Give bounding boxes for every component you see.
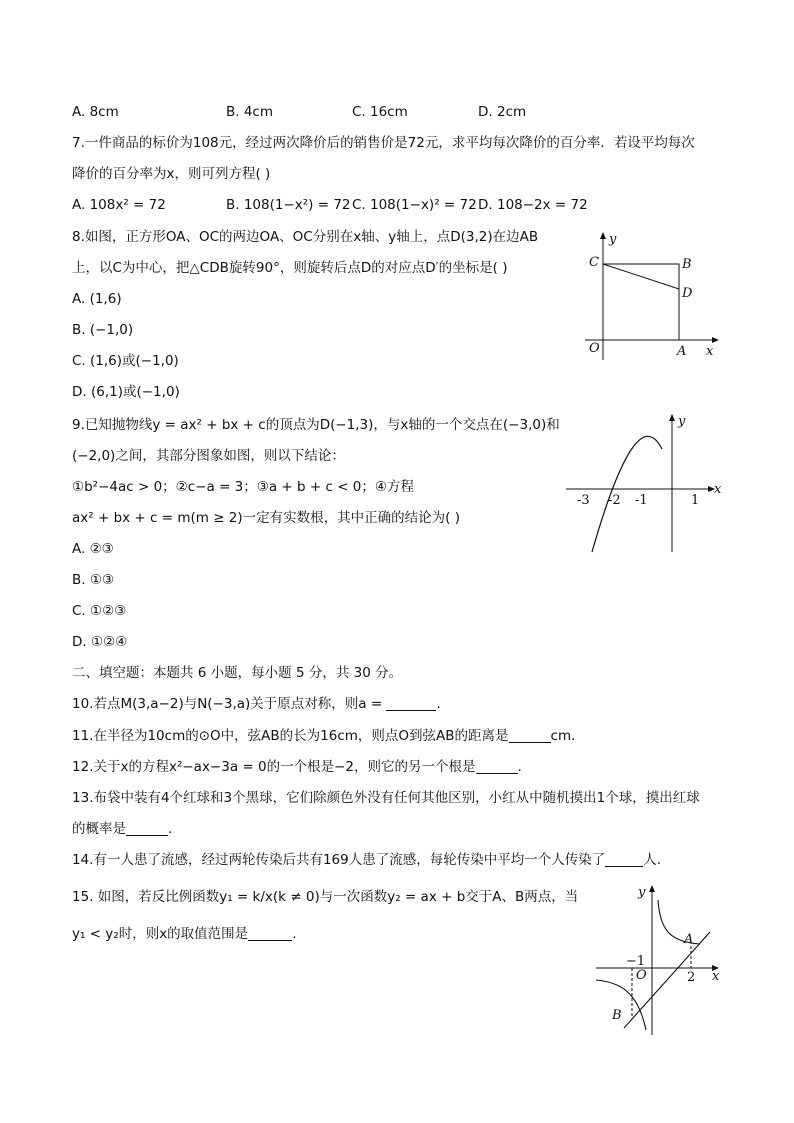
q13-line2 [72,819,172,839]
q7-option-c: C. 108(1−x)² = 72 [352,197,477,213]
q8-option-c: C. (1,6)或(−1,0) [72,353,179,369]
q15-figure [590,880,730,1040]
q9-option-d: D. ①②④ [72,634,128,650]
q7-stem-line1: 7.一件商品的标价为108元，经过两次降价后的销售价是72元，求平均每次降价的百分率．若设平均每次 [72,135,695,151]
q15-label-o: O [636,968,647,983]
q15-label-y: y [638,885,646,900]
q12-line [72,757,522,777]
q15-label-x: x [712,969,720,984]
q9-y-arrow-icon [669,414,675,421]
q7-option-d: D. 108−2x = 72 [478,197,588,213]
q8-label-c: C [589,255,599,270]
q11-answer-blank[interactable] [509,728,551,743]
q9-tick-neg2: -2 [608,493,621,508]
q9-stem-line4: ax² + bx + c = m(m ≥ 2)一定有实数根，其中正确的结论为( ) [72,510,460,526]
q13-answer-blank[interactable] [126,821,168,836]
q10-tail: . [436,696,441,712]
q8-label-a: A [677,344,687,359]
q15-tick-2: 2 [687,970,696,985]
q7-stem-line2: 降价的百分率为x，则可列方程( ) [72,166,271,182]
q15-stem-line1: 15. 如图，若反比例函数y₁ = k/x(k ≠ 0)与一次函数y₂ = ax + b交于A、B两点，当 [72,889,579,905]
q10-text: 10.若点M(3,a−2)与N(−3,a)关于原点对称，则a = [72,696,387,712]
q15-tick-neg1: −1 [626,954,646,969]
section2-heading: 二、填空题：本题共 6 小题，每小题 5 分，共 30 分。 [72,665,403,681]
q15-y-arrow-icon [649,885,655,892]
q9-option-a: A. ②③ [72,541,114,557]
q15-line2 [72,924,296,944]
q11-tail: cm. [550,728,576,744]
q9-tick-neg3: -3 [577,493,590,508]
q9-option-c: C. ①②③ [72,603,127,619]
q9-parabola [592,436,662,552]
q12-text: 12.关于x的方程x²−ax−3a = 0的一个根是−2，则它的另一个根是 [72,759,476,775]
q7-option-b: B. 108(1−x²) = 72 [226,197,351,213]
q11-text: 11.在半径为10cm的⊙O中，弦AB的长为16cm，则点O到弦AB的距离是 [72,728,509,744]
q15-tail: . [292,926,297,942]
q9-figure [560,412,730,557]
q14-text: 14.有一人患了流感，经过两轮传染后共有169人患了流感，每轮传染中平均一个人传染了 [72,852,606,868]
q13-stem-line1: 13.布袋中装有4个红球和3个黑球，它们除颜色外没有任何其他区别，小红从中随机摸出1个球，摸出红球 [72,790,700,806]
q9-stem-line3: ①b²−4ac > 0；②c−a = 3；③a + b + c < 0；④方程 [72,479,414,495]
q8-option-b: B. (−1,0) [72,322,134,338]
q8-label-b: B [682,257,692,272]
q8-x-arrow-icon [712,337,719,343]
q13-text: 的概率是 [72,821,126,837]
q12-tail: . [517,759,522,775]
q8-stem-line1: 8.如图，正方形OA、OC的两边OA、OC分别在x轴、y轴上，点D(3,2)在边AB [72,229,539,245]
q6-option-d: D. 2cm [478,104,527,120]
q8-segment-cd [603,264,679,289]
q9-stem-line2: (−2,0)之间，其部分图象如图，则以下结论： [72,448,345,464]
q11-line [72,726,575,746]
q8-label-o: O [589,341,600,356]
q9-stem-line1: 9.已知抛物线y = ax² + bx + c的顶点为D(−1,3)，与x轴的一个交点在(−3,0)和 [72,417,560,433]
q12-answer-blank[interactable] [476,759,518,774]
q8-stem-line2: 上，以C为中心，把△CDB旋转90°，则旋转后点D的对应点D′的坐标是( ) [72,260,508,276]
q15-hyperbola-right [658,900,700,944]
q9-tick-neg1: -1 [635,493,648,508]
q8-square [603,264,679,340]
q15-answer-blank[interactable] [248,926,292,941]
q8-label-y: y [609,232,617,247]
q15-label-a: A [684,932,694,947]
q9-option-b: B. ①③ [72,572,115,588]
q15-text: y₁ < y₂时，则x的取值范围是 [72,926,249,942]
q14-tail: 人. [643,852,662,868]
q8-option-a: A. (1,6) [72,291,122,307]
q13-tail: . [168,821,173,837]
q15-label-b: B [612,1008,622,1023]
q9-label-x: x [714,482,722,497]
q9-tick-1: 1 [691,493,700,508]
q10-line [72,694,441,714]
q14-line [72,850,661,870]
q7-option-a: A. 108x² = 72 [72,197,166,213]
q14-answer-blank[interactable] [605,852,643,867]
q8-label-x: x [706,344,714,359]
q6-option-b: B. 4cm [226,104,274,120]
q10-answer-blank[interactable] [386,696,436,711]
q8-y-arrow-icon [600,232,606,239]
q8-label-d: D [682,286,693,301]
q9-label-y: y [678,414,686,429]
q8-figure [575,228,735,363]
q6-option-c: C. 16cm [352,104,408,120]
q6-option-a: A. 8cm [72,104,119,120]
q8-option-d: D. (6,1)或(−1,0) [72,384,180,400]
